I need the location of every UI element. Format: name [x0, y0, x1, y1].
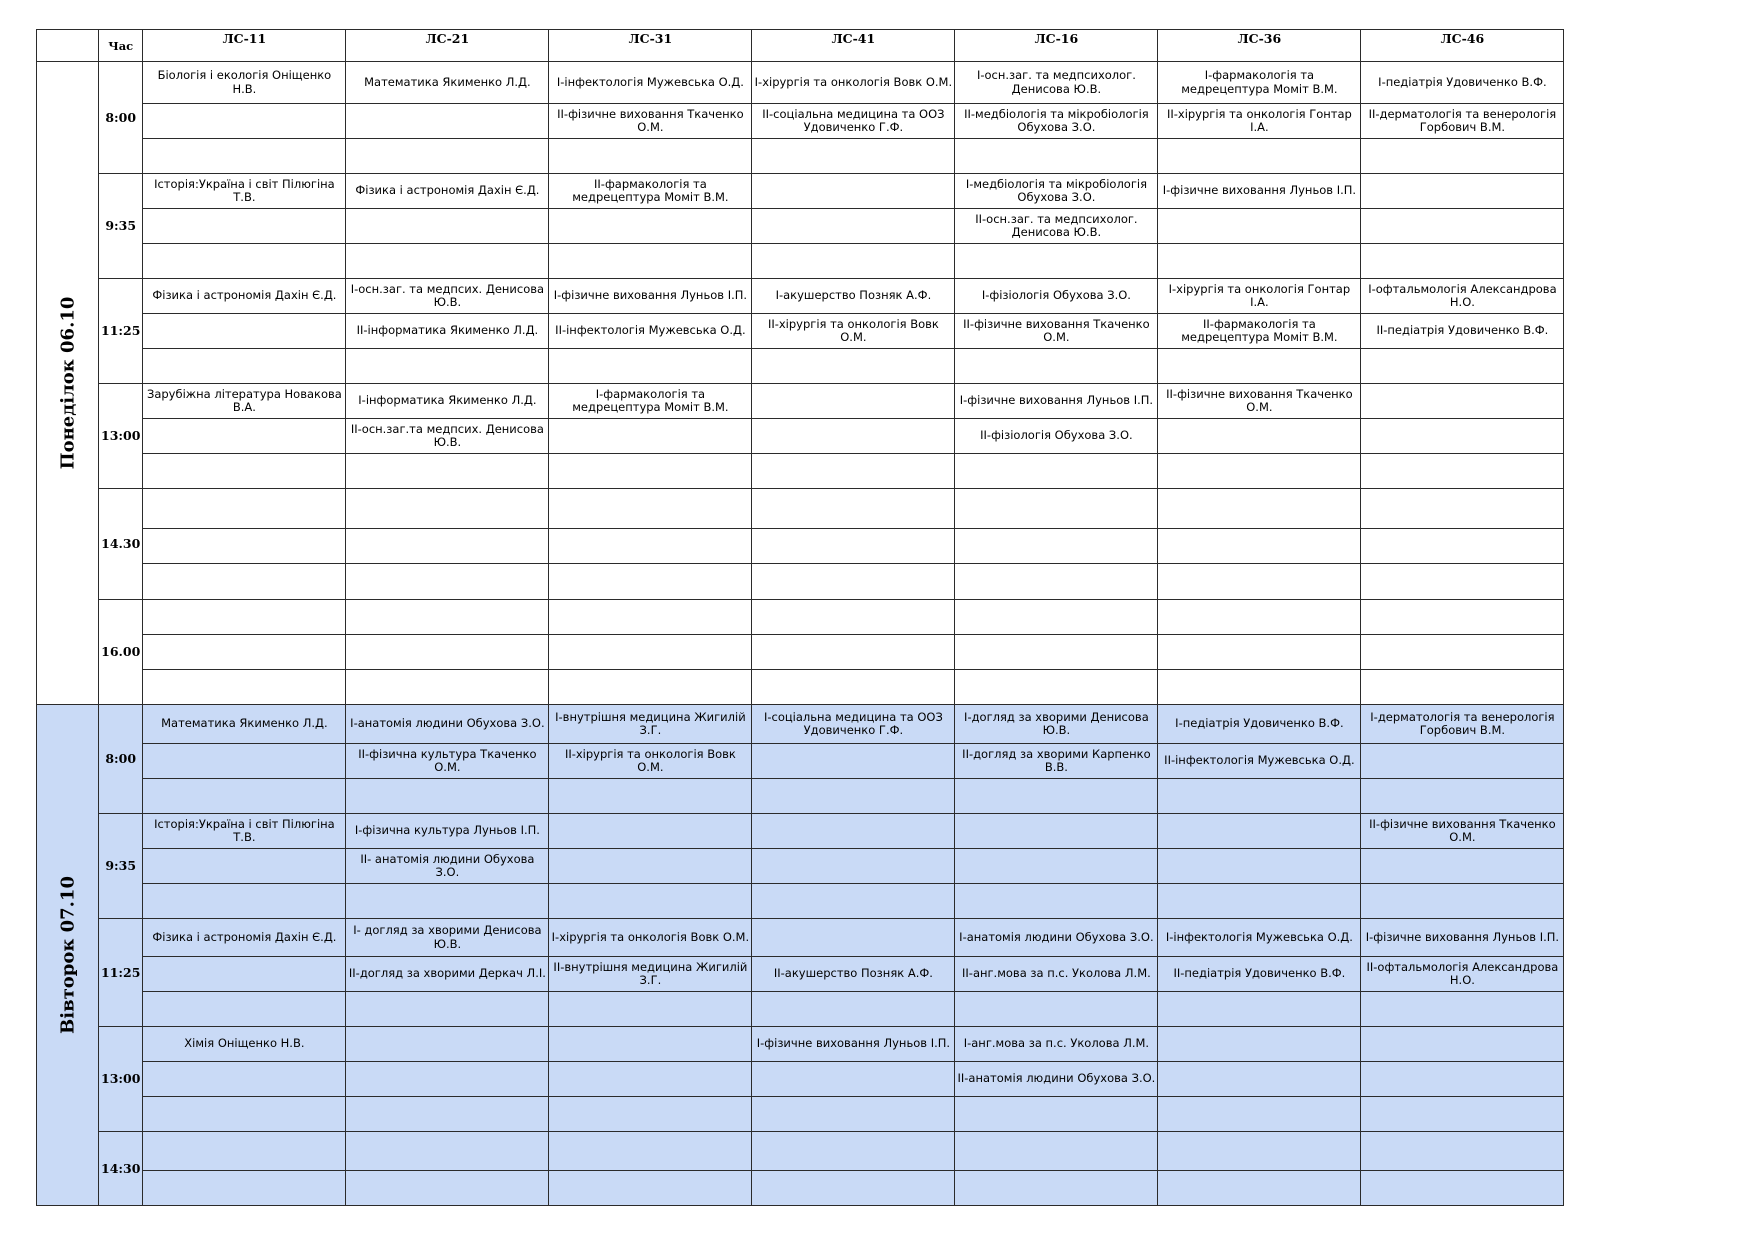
- lesson-cell-ls46: [1361, 209, 1564, 244]
- lesson-cell-ls46: [1361, 849, 1564, 884]
- lesson-cell-ls41: [752, 1097, 955, 1132]
- lesson-cell-ls46: [1361, 564, 1564, 600]
- lesson-cell-ls16: [955, 1132, 1158, 1171]
- lesson-cell-ls21: ІІ-фізична культура Ткаченко О.М.: [346, 744, 549, 779]
- lesson-cell-ls36: [1158, 349, 1361, 384]
- lesson-cell-ls31: [549, 139, 752, 174]
- lesson-cell-ls31: ІІ-інфектологія Мужевська О.Д.: [549, 314, 752, 349]
- schedule-row: [37, 62, 1564, 104]
- lesson-cell-ls41: І-соціальна медицина та ООЗ Удовиченко Г.Ф.: [752, 705, 955, 744]
- lesson-cell-ls16: І-догляд за хворими Денисова Ю.В.: [955, 705, 1158, 744]
- lesson-cell-ls21: [346, 600, 549, 635]
- lesson-cell-ls41: ІІ-акушерство Позняк А.Ф.: [752, 957, 955, 992]
- lesson-cell-ls36: [1158, 419, 1361, 454]
- schedule-row: [37, 814, 1564, 849]
- schedule-row: [37, 635, 1564, 670]
- lesson-cell-ls46: [1361, 884, 1564, 919]
- lesson-cell-ls16: І-осн.заг. та медпсихолог. Денисова Ю.В.: [955, 62, 1158, 104]
- lesson-cell-ls36: [1158, 1027, 1361, 1062]
- lesson-cell-ls31: ІІ-фізичне виховання Ткаченко О.М.: [549, 104, 752, 139]
- lesson-cell-ls16: [955, 814, 1158, 849]
- lesson-cell-ls46: [1361, 1132, 1564, 1171]
- time-slot-label: 8:00: [99, 62, 143, 174]
- lesson-cell-ls11: Хімія Оніщенко Н.В.: [143, 1027, 346, 1062]
- lesson-cell-ls46: [1361, 174, 1564, 209]
- lesson-cell-ls36: [1158, 1132, 1361, 1171]
- lesson-cell-ls41: [752, 139, 955, 174]
- schedule-row: [37, 992, 1564, 1027]
- schedule-row: [37, 419, 1564, 454]
- lesson-cell-ls46: [1361, 419, 1564, 454]
- lesson-cell-ls11: [143, 635, 346, 670]
- lesson-cell-ls41: [752, 489, 955, 529]
- lesson-cell-ls11: [143, 1062, 346, 1097]
- lesson-cell-ls16: І-анг.мова за п.с. Уколова Л.М.: [955, 1027, 1158, 1062]
- lesson-cell-ls16: [955, 564, 1158, 600]
- schedule-row: [37, 744, 1564, 779]
- lesson-cell-ls11: [143, 349, 346, 384]
- lesson-cell-ls46: [1361, 1027, 1564, 1062]
- lesson-cell-ls11: [143, 139, 346, 174]
- lesson-cell-ls21: І- догляд за хворими Денисова Ю.В.: [346, 919, 549, 957]
- schedule-row: [37, 279, 1564, 314]
- lesson-cell-ls31: [549, 419, 752, 454]
- lesson-cell-ls41: [752, 635, 955, 670]
- lesson-cell-ls41: [752, 174, 955, 209]
- lesson-cell-ls21: Математика Якименко Л.Д.: [346, 62, 549, 104]
- schedule-row: [37, 104, 1564, 139]
- lesson-cell-ls41: І-акушерство Позняк А.Ф.: [752, 279, 955, 314]
- lesson-cell-ls21: І-осн.заг. та медпсих. Денисова Ю.В.: [346, 279, 549, 314]
- lesson-cell-ls41: [752, 1132, 955, 1171]
- lesson-cell-ls11: [143, 1132, 346, 1171]
- lesson-cell-ls21: [346, 139, 549, 174]
- lesson-cell-ls36: [1158, 489, 1361, 529]
- lesson-cell-ls41: ІІ-хірургія та онкологія Вовк О.М.: [752, 314, 955, 349]
- lesson-cell-ls31: І-інфектологія Мужевська О.Д.: [549, 62, 752, 104]
- schedule-row: [37, 209, 1564, 244]
- lesson-cell-ls11: Фізика і астрономія Дахін Є.Д.: [143, 279, 346, 314]
- lesson-cell-ls41: [752, 209, 955, 244]
- lesson-cell-ls31: [549, 1097, 752, 1132]
- schedule-row: [37, 349, 1564, 384]
- lesson-cell-ls11: Фізика і астрономія Дахін Є.Д.: [143, 919, 346, 957]
- day-label-text: Понеділок 06.10: [56, 296, 78, 470]
- schedule-row: [37, 489, 1564, 529]
- lesson-cell-ls16: [955, 244, 1158, 279]
- lesson-cell-ls41: [752, 849, 955, 884]
- lesson-cell-ls31: ІІ-хірургія та онкологія Вовк О.М.: [549, 744, 752, 779]
- schedule-row: [37, 244, 1564, 279]
- lesson-cell-ls31: [549, 564, 752, 600]
- lesson-cell-ls41: [752, 349, 955, 384]
- lesson-cell-ls11: [143, 314, 346, 349]
- schedule-row: [37, 670, 1564, 705]
- lesson-cell-ls31: [549, 1132, 752, 1171]
- lesson-cell-ls21: [346, 349, 549, 384]
- lesson-cell-ls36: [1158, 1097, 1361, 1132]
- lesson-cell-ls46: [1361, 244, 1564, 279]
- lesson-cell-ls16: І-медбіологія та мікробіологія Обухова З.О.: [955, 174, 1158, 209]
- lesson-cell-ls11: [143, 529, 346, 564]
- lesson-cell-ls41: [752, 564, 955, 600]
- lesson-cell-ls21: ІІ- анатомія людини Обухова З.О.: [346, 849, 549, 884]
- lesson-cell-ls31: І-фармакологія та медрецептура Моміт В.М.: [549, 384, 752, 419]
- day-label-monday: [37, 62, 99, 705]
- schedule-row: [37, 454, 1564, 489]
- lesson-cell-ls31: [549, 209, 752, 244]
- lesson-cell-ls41: [752, 454, 955, 489]
- lesson-cell-ls21: [346, 209, 549, 244]
- lesson-cell-ls46: [1361, 600, 1564, 635]
- schedule-table: [36, 29, 1564, 1206]
- lesson-cell-ls11: [143, 1171, 346, 1206]
- lesson-cell-ls31: І-хірургія та онкологія Вовк О.М.: [549, 919, 752, 957]
- lesson-cell-ls46: ІІ-офтальмологія Александрова Н.О.: [1361, 957, 1564, 992]
- lesson-cell-ls11: [143, 489, 346, 529]
- lesson-cell-ls41: [752, 1171, 955, 1206]
- lesson-cell-ls46: [1361, 1062, 1564, 1097]
- lesson-cell-ls46: І-дерматологія та венерологія Горбович В.М.: [1361, 705, 1564, 744]
- lesson-cell-ls21: [346, 779, 549, 814]
- schedule-row: [37, 884, 1564, 919]
- lesson-cell-ls16: [955, 139, 1158, 174]
- lesson-cell-ls41: [752, 529, 955, 564]
- lesson-cell-ls36: ІІ-фармакологія та медрецептура Моміт В.М.: [1158, 314, 1361, 349]
- lesson-cell-ls11: [143, 884, 346, 919]
- lesson-cell-ls31: ІІ-внутрішня медицина Жигилій З.Г.: [549, 957, 752, 992]
- lesson-cell-ls21: І-анатомія людини Обухова З.О.: [346, 705, 549, 744]
- lesson-cell-ls46: [1361, 384, 1564, 419]
- lesson-cell-ls36: І-хірургія та онкологія Гонтар І.А.: [1158, 279, 1361, 314]
- lesson-cell-ls11: Історія:Україна і світ Пілюгіна Т.В.: [143, 814, 346, 849]
- lesson-cell-ls31: [549, 992, 752, 1027]
- time-slot-label: 13:00: [99, 1027, 143, 1132]
- lesson-cell-ls36: І-фармакологія та медрецептура Моміт В.М.: [1158, 62, 1361, 104]
- time-slot-label: 16.00: [99, 600, 143, 705]
- lesson-cell-ls46: [1361, 1171, 1564, 1206]
- lesson-cell-ls16: [955, 635, 1158, 670]
- lesson-cell-ls11: [143, 104, 346, 139]
- schedule-row: [37, 384, 1564, 419]
- schedule-row: [37, 919, 1564, 957]
- schedule-row: [37, 314, 1564, 349]
- lesson-cell-ls21: [346, 1171, 549, 1206]
- lesson-cell-ls31: [549, 849, 752, 884]
- lesson-cell-ls11: [143, 564, 346, 600]
- lesson-cell-ls11: Математика Якименко Л.Д.: [143, 705, 346, 744]
- time-slot-label: 9:35: [99, 174, 143, 279]
- lesson-cell-ls41: [752, 992, 955, 1027]
- schedule-row: [37, 139, 1564, 174]
- lesson-cell-ls16: [955, 849, 1158, 884]
- time-slot-label: 14:30: [99, 1132, 143, 1206]
- lesson-cell-ls21: [346, 489, 549, 529]
- lesson-cell-ls21: ІІ-догляд за хворими Деркач Л.І.: [346, 957, 549, 992]
- schedule-row: [37, 564, 1564, 600]
- lesson-cell-ls11: [143, 209, 346, 244]
- schedule-row: [37, 174, 1564, 209]
- lesson-cell-ls31: [549, 814, 752, 849]
- lesson-cell-ls41: [752, 244, 955, 279]
- lesson-cell-ls16: [955, 454, 1158, 489]
- lesson-cell-ls16: ІІ-осн.заг. та медпсихолог. Денисова Ю.В.: [955, 209, 1158, 244]
- lesson-cell-ls16: ІІ-анатомія людини Обухова З.О.: [955, 1062, 1158, 1097]
- time-slot-label: 13:00: [99, 384, 143, 489]
- lesson-cell-ls21: [346, 564, 549, 600]
- schedule-row: [37, 1097, 1564, 1132]
- lesson-cell-ls36: [1158, 1062, 1361, 1097]
- lesson-cell-ls16: [955, 529, 1158, 564]
- lesson-cell-ls36: І-фізичне виховання Луньов І.П.: [1158, 174, 1361, 209]
- lesson-cell-ls31: [549, 670, 752, 705]
- time-slot-label: 9:35: [99, 814, 143, 919]
- lesson-cell-ls21: [346, 1027, 549, 1062]
- lesson-cell-ls41: [752, 384, 955, 419]
- lesson-cell-ls46: І-педіатрія Удовиченко В.Ф.: [1361, 62, 1564, 104]
- lesson-cell-ls16: І-анатомія людини Обухова З.О.: [955, 919, 1158, 957]
- lesson-cell-ls46: І-офтальмологія Александрова Н.О.: [1361, 279, 1564, 314]
- lesson-cell-ls16: [955, 670, 1158, 705]
- schedule-row: [37, 957, 1564, 992]
- lesson-cell-ls36: [1158, 635, 1361, 670]
- lesson-cell-ls36: [1158, 670, 1361, 705]
- lesson-cell-ls21: Фізика і астрономія Дахін Є.Д.: [346, 174, 549, 209]
- lesson-cell-ls46: [1361, 635, 1564, 670]
- schedule-row: [37, 779, 1564, 814]
- lesson-cell-ls31: І-внутрішня медицина Жигилій З.Г.: [549, 705, 752, 744]
- lesson-cell-ls11: [143, 454, 346, 489]
- group-header-ls41: ЛС-41: [752, 30, 955, 62]
- lesson-cell-ls11: [143, 600, 346, 635]
- lesson-cell-ls36: [1158, 139, 1361, 174]
- hour-column-header: Час: [99, 30, 143, 62]
- lesson-cell-ls36: [1158, 600, 1361, 635]
- lesson-cell-ls36: ІІ-хірургія та онкологія Гонтар І.А.: [1158, 104, 1361, 139]
- lesson-cell-ls41: [752, 779, 955, 814]
- lesson-cell-ls36: ІІ-фізичне виховання Ткаченко О.М.: [1158, 384, 1361, 419]
- lesson-cell-ls11: [143, 1097, 346, 1132]
- lesson-cell-ls46: [1361, 349, 1564, 384]
- lesson-cell-ls36: [1158, 814, 1361, 849]
- lesson-cell-ls11: [143, 244, 346, 279]
- lesson-cell-ls16: [955, 349, 1158, 384]
- group-header-ls36: ЛС-36: [1158, 30, 1361, 62]
- lesson-cell-ls31: [549, 635, 752, 670]
- lesson-cell-ls36: [1158, 244, 1361, 279]
- day-block-tuesday: [37, 705, 1564, 1206]
- lesson-cell-ls16: І-фізичне виховання Луньов І.П.: [955, 384, 1158, 419]
- lesson-cell-ls21: [346, 1132, 549, 1171]
- lesson-cell-ls16: [955, 779, 1158, 814]
- lesson-cell-ls41: [752, 744, 955, 779]
- lesson-cell-ls31: [549, 1027, 752, 1062]
- lesson-cell-ls11: [143, 992, 346, 1027]
- lesson-cell-ls36: [1158, 849, 1361, 884]
- group-header-ls16: ЛС-16: [955, 30, 1158, 62]
- time-slot-label: 8:00: [99, 705, 143, 814]
- lesson-cell-ls16: [955, 600, 1158, 635]
- lesson-cell-ls46: [1361, 139, 1564, 174]
- lesson-cell-ls31: [549, 600, 752, 635]
- lesson-cell-ls46: ІІ-фізичне виховання Ткаченко О.М.: [1361, 814, 1564, 849]
- lesson-cell-ls21: [346, 1097, 549, 1132]
- time-slot-label: 11:25: [99, 919, 143, 1027]
- lesson-cell-ls36: ІІ-інфектологія Мужевська О.Д.: [1158, 744, 1361, 779]
- time-slot-label: 11:25: [99, 279, 143, 384]
- lesson-cell-ls31: [549, 884, 752, 919]
- lesson-cell-ls21: [346, 244, 549, 279]
- lesson-cell-ls11: [143, 419, 346, 454]
- time-slot-label: 14.30: [99, 489, 143, 600]
- lesson-cell-ls21: [346, 992, 549, 1027]
- lesson-cell-ls21: [346, 104, 549, 139]
- lesson-cell-ls41: ІІ-соціальна медицина та ООЗ Удовиченко Г.Ф.: [752, 104, 955, 139]
- lesson-cell-ls46: ІІ-педіатрія Удовиченко В.Ф.: [1361, 314, 1564, 349]
- group-header-ls11: ЛС-11: [143, 30, 346, 62]
- lesson-cell-ls46: [1361, 529, 1564, 564]
- lesson-cell-ls21: І-інформатика Якименко Л.Д.: [346, 384, 549, 419]
- lesson-cell-ls31: ІІ-фармакологія та медрецептура Моміт В.М.: [549, 174, 752, 209]
- lesson-cell-ls36: ІІ-педіатрія Удовиченко В.Ф.: [1158, 957, 1361, 992]
- lesson-cell-ls41: І-хірургія та онкологія Вовк О.М.: [752, 62, 955, 104]
- lesson-cell-ls41: [752, 814, 955, 849]
- lesson-cell-ls16: ІІ-медбіологія та мікробіологія Обухова З.О.: [955, 104, 1158, 139]
- lesson-cell-ls16: ІІ-фізичне виховання Ткаченко О.М.: [955, 314, 1158, 349]
- schedule-row: [37, 1062, 1564, 1097]
- lesson-cell-ls21: [346, 454, 549, 489]
- lesson-cell-ls41: [752, 884, 955, 919]
- lesson-cell-ls46: [1361, 992, 1564, 1027]
- lesson-cell-ls46: І-фізичне виховання Луньов І.П.: [1361, 919, 1564, 957]
- lesson-cell-ls21: [346, 529, 549, 564]
- group-header-ls46: ЛС-46: [1361, 30, 1564, 62]
- lesson-cell-ls21: [346, 1062, 549, 1097]
- lesson-cell-ls36: [1158, 564, 1361, 600]
- lesson-cell-ls16: [955, 992, 1158, 1027]
- lesson-cell-ls46: [1361, 670, 1564, 705]
- schedule-row: [37, 1171, 1564, 1206]
- lesson-cell-ls36: [1158, 884, 1361, 919]
- group-header-ls21: ЛС-21: [346, 30, 549, 62]
- schedule-row: [37, 1027, 1564, 1062]
- lesson-cell-ls11: [143, 957, 346, 992]
- lesson-cell-ls46: [1361, 489, 1564, 529]
- lesson-cell-ls36: І-інфектологія Мужевська О.Д.: [1158, 919, 1361, 957]
- lesson-cell-ls16: [955, 1097, 1158, 1132]
- lesson-cell-ls46: [1361, 744, 1564, 779]
- lesson-cell-ls41: [752, 1062, 955, 1097]
- schedule-row: [37, 600, 1564, 635]
- lesson-cell-ls36: [1158, 992, 1361, 1027]
- lesson-cell-ls16: ІІ-анг.мова за п.с. Уколова Л.М.: [955, 957, 1158, 992]
- lesson-cell-ls11: [143, 744, 346, 779]
- schedule-row: [37, 705, 1564, 744]
- schedule-row: [37, 529, 1564, 564]
- lesson-cell-ls31: [549, 489, 752, 529]
- schedule-row: [37, 849, 1564, 884]
- lesson-cell-ls21: ІІ-осн.заг.та медпсих. Денисова Ю.В.: [346, 419, 549, 454]
- lesson-cell-ls41: [752, 919, 955, 957]
- lesson-cell-ls36: [1158, 209, 1361, 244]
- day-label-text: Вівторок 07.10: [56, 876, 78, 1034]
- lesson-cell-ls36: [1158, 779, 1361, 814]
- lesson-cell-ls31: [549, 1062, 752, 1097]
- lesson-cell-ls16: ІІ-фізіологія Обухова З.О.: [955, 419, 1158, 454]
- group-header-ls31: ЛС-31: [549, 30, 752, 62]
- lesson-cell-ls21: [346, 670, 549, 705]
- lesson-cell-ls31: [549, 779, 752, 814]
- lesson-cell-ls31: [549, 1171, 752, 1206]
- lesson-cell-ls11: [143, 849, 346, 884]
- lesson-cell-ls16: І-фізіологія Обухова З.О.: [955, 279, 1158, 314]
- lesson-cell-ls36: [1158, 454, 1361, 489]
- lesson-cell-ls21: ІІ-інформатика Якименко Л.Д.: [346, 314, 549, 349]
- lesson-cell-ls21: І-фізична культура Луньов І.П.: [346, 814, 549, 849]
- lesson-cell-ls41: [752, 419, 955, 454]
- lesson-cell-ls16: [955, 884, 1158, 919]
- lesson-cell-ls31: [549, 349, 752, 384]
- lesson-cell-ls41: [752, 600, 955, 635]
- lesson-cell-ls31: [549, 529, 752, 564]
- lesson-cell-ls36: [1158, 529, 1361, 564]
- lesson-cell-ls16: [955, 1171, 1158, 1206]
- lesson-cell-ls31: [549, 244, 752, 279]
- lesson-cell-ls11: [143, 670, 346, 705]
- lesson-cell-ls46: [1361, 454, 1564, 489]
- lesson-cell-ls21: [346, 635, 549, 670]
- corner-cell: [37, 30, 99, 62]
- lesson-cell-ls46: [1361, 779, 1564, 814]
- day-block-monday: [37, 62, 1564, 705]
- lesson-cell-ls41: І-фізичне виховання Луньов І.П.: [752, 1027, 955, 1062]
- header-row: [37, 30, 1564, 62]
- lesson-cell-ls11: [143, 779, 346, 814]
- lesson-cell-ls41: [752, 670, 955, 705]
- lesson-cell-ls11: Зарубіжна література Новакова В.А.: [143, 384, 346, 419]
- schedule-row: [37, 1132, 1564, 1171]
- lesson-cell-ls16: [955, 489, 1158, 529]
- lesson-cell-ls36: І-педіатрія Удовиченко В.Ф.: [1158, 705, 1361, 744]
- lesson-cell-ls11: Історія:Україна і світ Пілюгіна Т.В.: [143, 174, 346, 209]
- lesson-cell-ls36: [1158, 1171, 1361, 1206]
- day-label-tuesday: [37, 705, 99, 1206]
- lesson-cell-ls31: І-фізичне виховання Луньов І.П.: [549, 279, 752, 314]
- lesson-cell-ls21: [346, 884, 549, 919]
- lesson-cell-ls31: [549, 454, 752, 489]
- lesson-cell-ls16: ІІ-догляд за хворими Карпенко В.В.: [955, 744, 1158, 779]
- lesson-cell-ls46: [1361, 1097, 1564, 1132]
- lesson-cell-ls46: ІІ-дерматологія та венерологія Горбович В.М.: [1361, 104, 1564, 139]
- lesson-cell-ls11: Біологія і екологія Оніщенко Н.В.: [143, 62, 346, 104]
